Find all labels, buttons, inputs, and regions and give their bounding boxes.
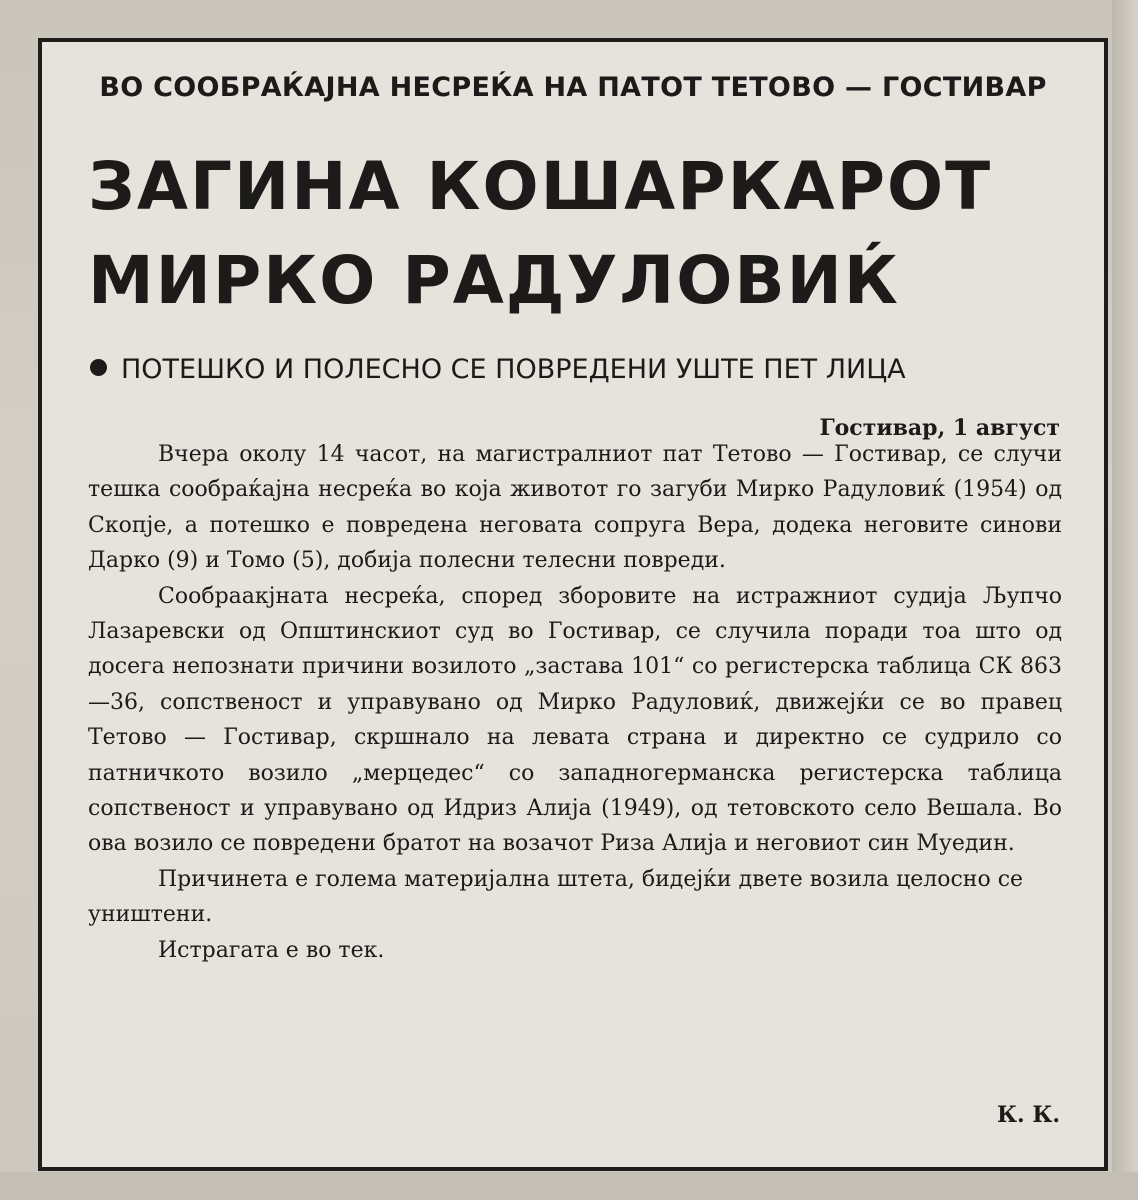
adjacent-column-edge <box>1112 0 1138 1200</box>
headline-line-1: ЗАГИНА КОШАРКАРОТ <box>88 148 993 225</box>
body-paragraph-2: Сообраакјната несреќа, според зборовите на истражниот судија Љупчо Лазаревски од Општинскиот суд во Гостивар, се случила поради тоа што од досега непознати причини возилото „застава 101“ со регистерска таблица СК 863—36, сопственост и управувано од Мирко Радуловиќ, движејќи се во правец Тетово — Гостивар, скршнало на левата страна и директно се судрило со патничкото возило „мерцедес“ со западногерманска регистерска таблица сопственост и управувано од Идриз Алија (1949), од тетовското село Вешала. Во ова возило се повредени братот на возачот Риза Алија и неговиот син Муедин. <box>88 583 1062 857</box>
subheadline-text: ПОТЕШКО И ПОЛЕСНО СЕ ПОВРЕДЕНИ УШТЕ ПЕТ ЛИЦА <box>121 354 906 385</box>
bullet-icon <box>90 359 107 376</box>
article-body <box>88 437 1062 968</box>
body-paragraph-4: Истрагата е во тек. <box>158 937 385 963</box>
news-article-box <box>38 38 1108 1171</box>
article-headline <box>88 140 1068 328</box>
page-bottom-edge <box>0 1172 1138 1200</box>
headline-line-2: МИРКО РАДУЛОВИЌ <box>88 242 900 319</box>
body-paragraph-3: Причинета е голема материјална штета, бидејќи двете возила целосно се уништени. <box>88 866 1024 928</box>
article-subheadline <box>90 352 1080 388</box>
body-paragraph-1: Вчера околу 14 часот, на магистралниот пат Тетово — Гостивар, се случи тешка сообраќајна несреќа во која животот го загуби Мирко Радуловиќ (1954) од Скопје, а потешко е повредена неговата сопруга Вера, додека неговите синови Дарко (9) и Томо (5), добија полесни телесни повреди. <box>88 442 1062 574</box>
author-initials: К. К. <box>996 1102 1060 1128</box>
article-kicker: ВО СООБРАЌАЈНА НЕСРЕЌА НА ПАТОТ ТЕТОВО — ГОСТИВАР <box>99 72 1047 103</box>
article-dateline: Гостивар, 1 август <box>819 415 1060 441</box>
